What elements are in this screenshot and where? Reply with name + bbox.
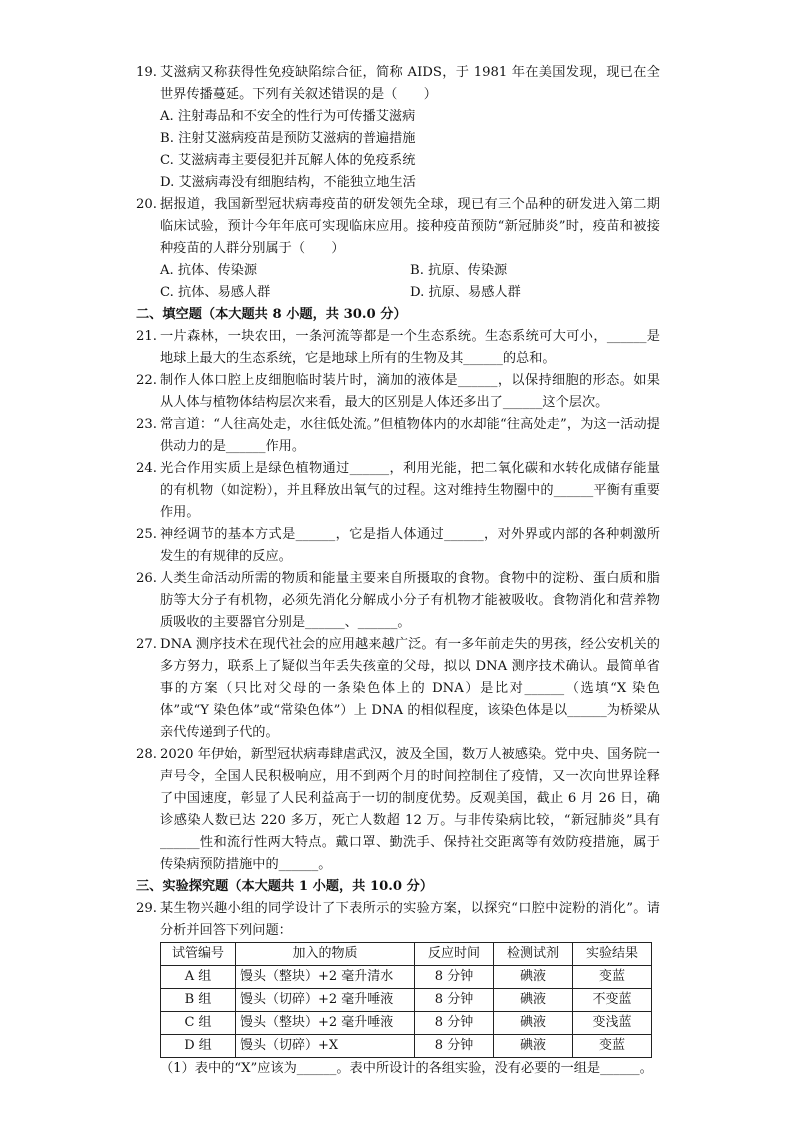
table-cell: 碘液 (494, 1012, 573, 1035)
option-b: B. 抗原、传染源 (410, 263, 508, 278)
question-number: 21. (136, 329, 157, 344)
table-cell: 变蓝 (573, 1035, 652, 1058)
table-row (161, 966, 652, 989)
option-b: B. 注射艾滋病疫苗是预防艾滋病的普遍措施 (160, 131, 416, 146)
table-cell: 馒头（整块）+2 毫升唾液 (236, 1012, 415, 1035)
table-cell: 碘液 (494, 989, 573, 1012)
question-number: 19. (136, 65, 157, 80)
question-25 (136, 524, 660, 568)
question-number: 25. (136, 527, 157, 542)
table-cell: 馒头（整块）+2 毫升清水 (236, 966, 415, 989)
table-cell: 8 分钟 (415, 1035, 494, 1058)
question-stem: 某生物兴趣小组的同学设计了下表所示的实验方案，以探究“口腔中淀粉的消化”。请分析并回答下列问题： (160, 901, 660, 938)
question-stem: 2020 年伊始，新型冠状病毒肆虐武汉，波及全国，数万人被感染。党中央、国务院一声号令，全国人民积极响应，用不到两个月的时间控制住了疫情，又一次向世界诠释了中国速度，彰显了人民利益高于一切的制度优势。反观美国，截止 6 月 26 日，确诊感染人数已达 220 多万，死亡人数超 12 万。与非传染病比较，“新冠肺炎”具有______性和流行性两大特点。戴口罩、勤洗手、保持社交距离等有效防疫措施，属于传染病预防措施中的______。 (160, 747, 660, 872)
question-number: 28. (136, 747, 157, 762)
question-20 (136, 194, 660, 260)
table-header: 试管编号 (161, 943, 236, 966)
table-cell: 碘液 (494, 1035, 573, 1058)
question-21 (136, 326, 660, 370)
table-cell: D 组 (161, 1035, 236, 1058)
table-cell: 不变蓝 (573, 989, 652, 1012)
table-header-row (161, 943, 652, 966)
option-d: D. 艾滋病毒没有细胞结构，不能独立地生活 (160, 175, 416, 190)
question-number: 29. (136, 901, 157, 916)
table-cell: 8 分钟 (415, 989, 494, 1012)
option-row (136, 260, 660, 282)
sub-question-1: （1）表中的“X”应该为______。表中所设计的各组实验，没有必要的一组是______。 (160, 1061, 653, 1076)
option-a: A. 抗体、传染源 (160, 263, 258, 278)
question-24 (136, 458, 660, 524)
section-heading: 三、实验探究题（本大题共 1 小题，共 10.0 分） (136, 879, 434, 894)
option-d: D. 抗原、易感人群 (410, 285, 521, 300)
question-stem: 一片森林，一块农田，一条河流等都是一个生态系统。生态系统可大可小，______是地球上最大的生态系统，它是地球上所有的生物及其______的总和。 (160, 329, 660, 366)
question-number: 22. (136, 373, 157, 388)
question-stem: DNA 测序技术在现代社会的应用越来越广泛。有一多年前走失的男孩，经公安机关的多方努力，联系上了疑似当年丢失孩童的父母，拟以 DNA 测序技术确认。最简单省事的方案（只比对父母的一条染色体上的 DNA）是比对______（选填“X 染色体”或“Y 染色体”或“常染色体”）上 DNA 的相似程度，该染色体是以______为桥梁从亲代传递到子代的。 (160, 637, 660, 740)
page-content (136, 62, 660, 1080)
table-cell: 8 分钟 (415, 966, 494, 989)
table-header: 加入的物质 (236, 943, 415, 966)
option-c: C. 抗体、易感人群 (160, 285, 271, 300)
table-row (161, 1012, 652, 1035)
option-a: A. 注射毒品和不安全的性行为可传播艾滋病 (160, 109, 416, 124)
experiment-table (160, 942, 652, 1058)
table-cell: B 组 (161, 989, 236, 1012)
table-row (161, 989, 652, 1012)
question-stem: 神经调节的基本方式是______，它是指人体通过______，对外界或内部的各种刺激所发生的有规律的反应。 (160, 527, 660, 564)
section-heading: 二、填空题（本大题共 8 小题，共 30.0 分） (136, 307, 407, 322)
option-row (136, 282, 660, 304)
question-stem: 常言道：“人往高处走，水往低处流。”但植物体内的水却能“往高处走”，为这一活动提供动力的是______作用。 (160, 417, 660, 454)
question-stem: 艾滋病又称获得性免疫缺陷综合征，简称 AIDS，于 1981 年在美国发现，现已在全世界传播蔓延。下列有关叙述错误的是（ ） (160, 65, 660, 102)
question-number: 20. (136, 197, 157, 212)
table-row (161, 1035, 652, 1058)
table-cell: 变蓝 (573, 966, 652, 989)
table-header: 实验结果 (573, 943, 652, 966)
question-number: 23. (136, 417, 157, 432)
question-27 (136, 634, 660, 744)
question-number: 24. (136, 461, 157, 476)
table-cell: 馒头（切碎）+X (236, 1035, 415, 1058)
question-28 (136, 744, 660, 876)
question-stem: 制作人体口腔上皮细胞临时装片时，滴加的液体是______，以保持细胞的形态。如果从人体与植物体结构层次来看，最大的区别是人体还多出了______这个层次。 (160, 373, 660, 410)
question-29 (136, 898, 660, 942)
question-22 (136, 370, 660, 414)
question-stem: 据报道，我国新型冠状病毒疫苗的研发领先全球，现已有三个品种的研发进入第二期临床试验，预计今年年底可实现临床应用。接种疫苗预防“新冠肺炎”时，疫苗和被接种疫苗的人群分别属于（ ） (160, 197, 660, 256)
table-cell: C 组 (161, 1012, 236, 1035)
option-c: C. 艾滋病毒主要侵犯并瓦解人体的免疫系统 (160, 153, 416, 168)
question-26 (136, 568, 660, 634)
table-cell: 8 分钟 (415, 1012, 494, 1035)
table-cell: 馒头（切碎）+2 毫升唾液 (236, 989, 415, 1012)
table-header: 检测试剂 (494, 943, 573, 966)
question-number: 26. (136, 571, 157, 586)
question-stem: 光合作用实质上是绿色植物通过______，利用光能，把二氧化碳和水转化成储存能量的有机物（如淀粉），并且释放出氧气的过程。这对维持生物圈中的______平衡有重要作用。 (160, 461, 660, 520)
table-cell: 变浅蓝 (573, 1012, 652, 1035)
table-cell: 碘液 (494, 966, 573, 989)
question-19 (136, 62, 660, 106)
table-cell: A 组 (161, 966, 236, 989)
question-23 (136, 414, 660, 458)
question-stem: 人类生命活动所需的物质和能量主要来自所摄取的食物。食物中的淀粉、蛋白质和脂肪等大分子有机物，必须先消化分解成小分子有机物才能被吸收。食物消化和营养物质吸收的主要器官分别是______、______。 (160, 571, 660, 630)
table-header: 反应时间 (415, 943, 494, 966)
question-number: 27. (136, 637, 157, 652)
